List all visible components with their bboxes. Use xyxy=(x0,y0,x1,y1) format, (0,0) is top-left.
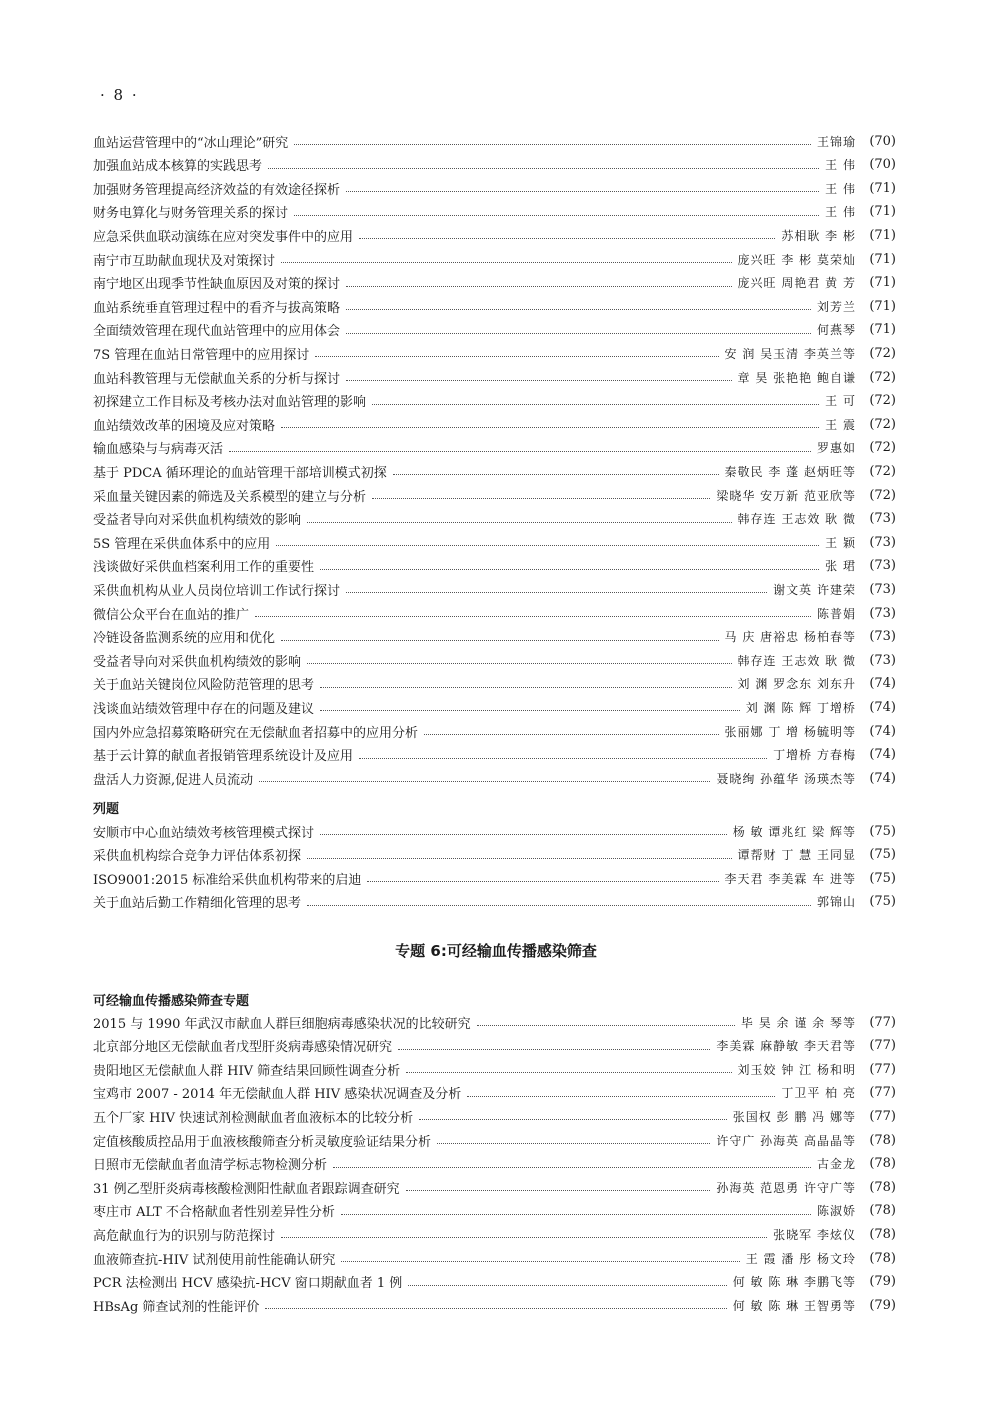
dot-leader xyxy=(320,568,819,570)
dot-leader xyxy=(307,904,811,906)
entry-authors: 庞兴旺 周艳君 黄 芳 xyxy=(737,276,856,291)
entry-page: (77) xyxy=(869,1061,896,1077)
toc-entry[interactable] xyxy=(93,1294,896,1316)
entry-authors: 聂晓绚 孙蕴华 汤瑛杰等 xyxy=(716,771,856,786)
entry-title: 五个厂家 HIV 快速试剂检测献血者血液标本的比较分析 xyxy=(93,1110,414,1126)
toc-entry[interactable] xyxy=(93,342,896,364)
toc-entry[interactable] xyxy=(93,413,896,435)
toc-entry[interactable] xyxy=(93,555,896,577)
entry-title: 贵阳地区无偿献血人群 HIV 筛查结果回顾性调查分析 xyxy=(93,1063,401,1079)
dot-leader xyxy=(268,167,819,169)
toc-entry[interactable] xyxy=(93,1105,896,1127)
entry-authors: 何 敏 陈 琳 王智勇等 xyxy=(732,1298,856,1313)
dot-leader xyxy=(315,355,718,357)
entry-page: (77) xyxy=(869,1038,896,1054)
entry-page: (75) xyxy=(869,894,896,910)
toc-entry[interactable] xyxy=(93,1058,896,1080)
entry-title: 枣庄市 ALT 不合格献血者性别差异性分析 xyxy=(93,1205,335,1221)
toc-entry[interactable] xyxy=(93,673,896,695)
entry-authors: 苏相耿 李 彬 xyxy=(781,228,856,243)
entry-authors: 王 伟 xyxy=(825,181,856,196)
entry-authors: 王 霞 潘 彤 杨文玲 xyxy=(745,1251,856,1266)
entry-page: (78) xyxy=(869,1179,896,1195)
entry-title: 财务电算化与财务管理关系的探讨 xyxy=(93,206,289,222)
entry-authors: 谢文英 许建荣 xyxy=(773,582,856,597)
entry-page: (71) xyxy=(869,227,896,243)
entry-authors: 刘 渊 陈 辉 丁增桥 xyxy=(745,700,856,715)
toc-entry[interactable] xyxy=(93,531,896,553)
entry-title: 浅谈血站绩效管理中存在的问题及建议 xyxy=(93,701,315,717)
dot-leader xyxy=(359,237,775,239)
entry-page: (73) xyxy=(869,629,896,645)
entry-authors: 孙海英 范恩勇 许守广等 xyxy=(716,1180,856,1195)
entry-page: (71) xyxy=(869,251,896,267)
entry-authors: 陈普娟 xyxy=(816,606,856,621)
toc-entry[interactable] xyxy=(93,295,896,317)
entry-page: (77) xyxy=(869,1108,896,1124)
entry-title: ISO9001:2015 标准给采供血机构带来的启迪 xyxy=(93,872,362,888)
toc-entry[interactable] xyxy=(93,177,896,199)
dot-leader xyxy=(346,190,819,192)
dot-leader xyxy=(333,1166,811,1168)
dot-leader xyxy=(281,261,732,263)
toc-entry[interactable] xyxy=(93,272,896,294)
entry-page: (77) xyxy=(869,1085,896,1101)
dot-leader xyxy=(229,450,811,452)
entry-page: (78) xyxy=(869,1203,896,1219)
dot-leader xyxy=(307,521,732,523)
entry-authors: 丁增桥 方春梅 xyxy=(773,748,856,763)
dot-leader xyxy=(307,857,732,859)
entry-title: 北京部分地区无偿献血者戊型肝炎病毒感染情况研究 xyxy=(93,1040,393,1056)
entry-title: 2015 与 1990 年武汉市献血人群巨细胞病毒感染状况的比较研究 xyxy=(93,1016,471,1032)
dot-leader xyxy=(467,1095,775,1097)
entry-title: 日照市无偿献血者血清学标志物检测分析 xyxy=(93,1158,328,1174)
dot-leader xyxy=(393,473,719,475)
dot-leader xyxy=(346,308,811,310)
toc-entry[interactable] xyxy=(93,1200,896,1222)
entry-title: 31 例乙型肝炎病毒核酸检测阳性献血者跟踪调查研究 xyxy=(93,1181,400,1197)
entry-title: 定值核酸质控品用于血液核酸筛查分析灵敏度验证结果分析 xyxy=(93,1134,432,1150)
toc-entry[interactable] xyxy=(93,891,896,913)
entry-authors: 王 震 xyxy=(825,417,856,432)
dot-leader xyxy=(276,544,819,546)
toc-entry[interactable] xyxy=(93,366,896,388)
entry-title: 5S 管理在采供血体系中的应用 xyxy=(93,536,271,552)
entry-title: 浅谈做好采供血档案利用工作的重要性 xyxy=(93,560,315,576)
entry-page: (72) xyxy=(869,463,896,479)
toc-entry[interactable] xyxy=(93,744,896,766)
toc-entry[interactable] xyxy=(93,626,896,648)
entry-authors: 许守广 孙海英 高晶晶等 xyxy=(716,1133,856,1148)
entry-authors: 陈淑娇 xyxy=(816,1204,856,1219)
dot-leader xyxy=(346,285,732,287)
entry-authors: 庞兴旺 李 彬 莫荣灿 xyxy=(737,252,856,267)
entry-authors: 刘 渊 罗念东 刘东升 xyxy=(737,677,856,692)
entry-page: (70) xyxy=(869,157,896,173)
entry-page: (72) xyxy=(869,440,896,456)
toc-entry[interactable] xyxy=(93,1153,896,1175)
entry-title: 高危献血行为的识别与防范探讨 xyxy=(93,1228,276,1244)
entry-title: 微信公众平台在血站的推广 xyxy=(93,607,250,623)
toc-entry[interactable] xyxy=(93,696,896,718)
entry-page: (75) xyxy=(869,870,896,886)
entry-title: 安顺市中心血站绩效考核管理模式探讨 xyxy=(93,825,315,841)
toc-entry[interactable] xyxy=(93,1223,896,1245)
dot-leader xyxy=(359,757,767,759)
toc-entry[interactable] xyxy=(93,460,896,482)
dot-leader xyxy=(406,1189,711,1191)
entry-title: 盘活人力资源,促进人员流动 xyxy=(93,772,254,788)
dot-leader xyxy=(259,780,710,782)
entry-authors: 张 珺 xyxy=(825,559,856,574)
entry-authors: 梁晓华 安万新 范亚欣等 xyxy=(716,488,856,503)
toc-entry[interactable] xyxy=(93,319,896,341)
entry-authors: 郭锦山 xyxy=(816,895,856,910)
dot-leader xyxy=(320,686,732,688)
dot-leader xyxy=(406,1071,731,1073)
entry-page: (73) xyxy=(869,652,896,668)
subsection-heading: 可经输血传播感染筛查专题 xyxy=(93,994,250,1009)
entry-title: 初探建立工作目标及考核办法对血站管理的影响 xyxy=(93,395,367,411)
entry-authors: 张丽娜 丁 增 杨毓明等 xyxy=(724,724,856,739)
entry-page: (79) xyxy=(869,1297,896,1313)
dot-leader xyxy=(294,143,811,145)
entry-authors: 罗惠如 xyxy=(816,441,856,456)
toc-entry[interactable] xyxy=(93,1129,896,1151)
entry-page: (74) xyxy=(869,699,896,715)
entry-title: PCR 法检测出 HCV 感染抗-HCV 窗口期献血者 1 例 xyxy=(93,1276,403,1292)
entry-authors: 王 伟 xyxy=(825,205,856,220)
entry-page: (73) xyxy=(869,534,896,550)
dot-leader xyxy=(346,332,811,334)
section-title: 专题 6:可经输血传播感染筛查 xyxy=(395,942,597,960)
dot-leader xyxy=(341,1213,811,1215)
entry-authors: 李天君 李美霖 车 进等 xyxy=(724,871,856,886)
entry-authors: 王 颖 xyxy=(825,535,856,550)
toc-entry[interactable] xyxy=(93,578,896,600)
entry-page: (75) xyxy=(869,823,896,839)
dot-leader xyxy=(307,662,732,664)
toc-entry[interactable] xyxy=(93,248,896,270)
entry-title: 受益者导向对采供血机构绩效的影响 xyxy=(93,654,302,670)
toc-entry[interactable] xyxy=(93,649,896,671)
toc-entry[interactable] xyxy=(93,602,896,624)
entry-page: (72) xyxy=(869,487,896,503)
entry-title: 血站系统垂直管理过程中的看齐与拔高策略 xyxy=(93,300,341,316)
entry-authors: 谭帮财 丁 慧 王同显 xyxy=(737,848,856,863)
entry-authors: 韩存连 王志效 耿 微 xyxy=(737,512,856,527)
entry-authors: 何 敏 陈 琳 李鹏飞等 xyxy=(732,1275,856,1290)
dot-leader xyxy=(320,709,740,711)
entry-authors: 马 庆 唐裕忠 杨柏春等 xyxy=(724,630,856,645)
entry-title: 血液筛查抗-HIV 试剂使用前性能确认研究 xyxy=(93,1252,336,1268)
entry-page: (78) xyxy=(869,1250,896,1266)
entry-authors: 张晓军 李炫仪 xyxy=(773,1227,856,1242)
toc-entry[interactable] xyxy=(93,1011,896,1033)
entry-authors: 杨 敏 谭兆红 梁 辉等 xyxy=(732,824,856,839)
entry-page: (75) xyxy=(869,847,896,863)
entry-page: (71) xyxy=(869,180,896,196)
entry-title: 基于云计算的献血者报销管理系统设计及应用 xyxy=(93,749,354,765)
toc-entry[interactable] xyxy=(93,508,896,530)
dot-leader xyxy=(265,1307,726,1309)
dot-leader xyxy=(346,379,732,381)
entry-authors: 毕 昊 余 谨 余 琴等 xyxy=(740,1015,856,1030)
dot-leader xyxy=(437,1142,710,1144)
entry-page: (71) xyxy=(869,298,896,314)
dot-leader xyxy=(367,880,718,882)
dot-leader xyxy=(346,591,767,593)
entry-authors: 张国权 彭 鹏 冯 娜等 xyxy=(732,1109,856,1124)
entry-authors: 丁卫平 柏 亮 xyxy=(781,1086,856,1101)
entry-page: (74) xyxy=(869,676,896,692)
dot-leader xyxy=(419,1118,727,1120)
entry-page: (79) xyxy=(869,1274,896,1290)
entry-title: 血站科教管理与无偿献血关系的分析与探讨 xyxy=(93,371,341,387)
toc-entry[interactable] xyxy=(93,1082,896,1104)
entry-title: 输血感染与与病毒灭活 xyxy=(93,442,224,458)
entry-page: (73) xyxy=(869,581,896,597)
dot-leader xyxy=(424,733,719,735)
dot-leader xyxy=(320,833,727,835)
entry-page: (78) xyxy=(869,1226,896,1242)
toc-entry[interactable] xyxy=(93,1247,896,1269)
page-number: · 8 · xyxy=(100,86,139,104)
toc-entry[interactable] xyxy=(93,1176,896,1198)
entry-authors: 李美霖 麻静敏 李天君等 xyxy=(716,1039,856,1054)
entry-authors: 王锦瑜 xyxy=(816,134,856,149)
toc-entry[interactable] xyxy=(93,437,896,459)
entry-page: (72) xyxy=(869,393,896,409)
entry-page: (73) xyxy=(869,605,896,621)
dot-leader xyxy=(372,497,710,499)
subsection-heading: 列题 xyxy=(93,802,120,817)
dot-leader xyxy=(255,615,811,617)
dot-leader xyxy=(477,1024,735,1026)
dot-leader xyxy=(281,426,819,428)
entry-title: 应急采供血联动演练在应对突发事件中的应用 xyxy=(93,229,354,245)
entry-title: 基于 PDCA 循环理论的血站管理干部培训模式初探 xyxy=(93,465,387,481)
entry-title: 宝鸡市 2007 - 2014 年无偿献血人群 HIV 感染状况调查及分析 xyxy=(93,1087,462,1103)
entry-title: 受益者导向对采供血机构绩效的影响 xyxy=(93,513,302,529)
entry-authors: 秦敬民 李 蓬 赵炳旺等 xyxy=(724,464,856,479)
toc-entry[interactable] xyxy=(93,201,896,223)
entry-title: 南宁地区出现季节性缺血原因及对策的探讨 xyxy=(93,277,341,293)
entry-page: (78) xyxy=(869,1132,896,1148)
entry-title: 加强血站成本核算的实践思考 xyxy=(93,159,263,175)
toc-entry[interactable] xyxy=(93,820,896,842)
toc-entry[interactable] xyxy=(93,767,896,789)
entry-authors: 王 可 xyxy=(825,394,856,409)
entry-page: (71) xyxy=(869,204,896,220)
entry-title: 采血量关键因素的筛选及关系模型的建立与分析 xyxy=(93,489,367,505)
entry-authors: 王 伟 xyxy=(825,158,856,173)
entry-title: 关于血站后勤工作精细化管理的思考 xyxy=(93,896,302,912)
entry-authors: 古金龙 xyxy=(816,1157,856,1172)
dot-leader xyxy=(398,1048,710,1050)
entry-page: (78) xyxy=(869,1156,896,1172)
entry-title: 7S 管理在血站日常管理中的应用探讨 xyxy=(93,347,310,363)
dot-leader xyxy=(281,1236,767,1238)
entry-title: 血站绩效改革的困境及应对策略 xyxy=(93,418,276,434)
entry-page: (72) xyxy=(869,345,896,361)
entry-title: 南宁市互助献血现状及对策探讨 xyxy=(93,253,276,269)
entry-page: (74) xyxy=(869,747,896,763)
entry-title: 加强财务管理提高经济效益的有效途径探析 xyxy=(93,182,341,198)
toc-entry[interactable] xyxy=(93,484,896,506)
entry-page: (72) xyxy=(869,369,896,385)
entry-title: 关于血站关键岗位风险防范管理的思考 xyxy=(93,678,315,694)
dot-leader xyxy=(372,403,819,405)
entry-page: (73) xyxy=(869,511,896,527)
entry-page: (71) xyxy=(869,275,896,291)
entry-page: (72) xyxy=(869,416,896,432)
dot-leader xyxy=(341,1260,739,1262)
toc-entry[interactable] xyxy=(93,867,896,889)
toc-entry[interactable] xyxy=(93,154,896,176)
toc-entry[interactable] xyxy=(93,720,896,742)
toc-entry[interactable] xyxy=(93,390,896,412)
toc-entry[interactable] xyxy=(93,130,896,152)
entry-page: (77) xyxy=(869,1014,896,1030)
entry-title: 采供血机构从业人员岗位培训工作试行探讨 xyxy=(93,583,341,599)
dot-leader xyxy=(408,1284,726,1286)
entry-title: 采供血机构综合竞争力评估体系初探 xyxy=(93,849,302,865)
entry-authors: 韩存连 王志效 耿 微 xyxy=(737,653,856,668)
entry-page: (74) xyxy=(869,770,896,786)
toc-entry[interactable] xyxy=(93,844,896,866)
entry-page: (74) xyxy=(869,723,896,739)
entry-title: HBsAg 筛查试剂的性能评价 xyxy=(93,1299,260,1315)
toc-entry[interactable] xyxy=(93,1271,896,1293)
dot-leader xyxy=(294,214,819,216)
toc-entry[interactable] xyxy=(93,224,896,246)
entry-authors: 章 昊 张艳艳 鲍自谦 xyxy=(737,370,856,385)
entry-page: (71) xyxy=(869,322,896,338)
entry-title: 全面绩效管理在现代血站管理中的应用体会 xyxy=(93,324,341,340)
entry-authors: 刘玉姣 钟 江 杨和明 xyxy=(737,1062,856,1077)
dot-leader xyxy=(281,639,719,641)
entry-page: (70) xyxy=(869,133,896,149)
toc-entry[interactable] xyxy=(93,1035,896,1057)
entry-title: 血站运营管理中的“冰山理论”研究 xyxy=(93,135,289,151)
entry-authors: 安 润 吴玉清 李英兰等 xyxy=(724,346,856,361)
entry-authors: 何燕琴 xyxy=(816,323,856,338)
entry-title: 冷链设备监测系统的应用和优化 xyxy=(93,631,276,647)
entry-title: 国内外应急招募策略研究在无偿献血者招募中的应用分析 xyxy=(93,725,419,741)
entry-authors: 刘芳兰 xyxy=(816,299,856,314)
entry-page: (73) xyxy=(869,558,896,574)
